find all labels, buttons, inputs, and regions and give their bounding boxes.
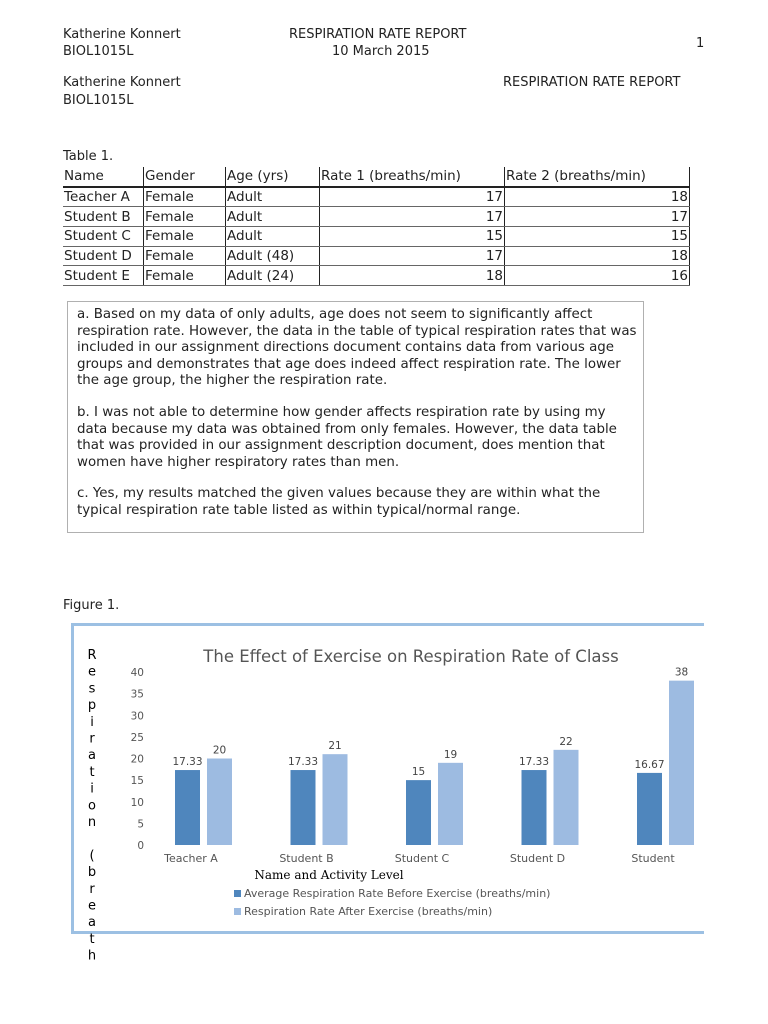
x-tick-label: Student D [509, 852, 566, 865]
table-cell: Student B [63, 207, 144, 227]
data-label: 17.33 [518, 756, 550, 769]
answer-c: c. Yes, my results matched the given values because they are within what the typical respiration rate table listed as within typical/normal range. [77, 486, 601, 518]
table-header-row [63, 167, 690, 187]
legend-swatch [234, 890, 241, 897]
data-label: 16.67 [634, 758, 665, 771]
table-cell: Adult (24) [226, 266, 320, 286]
bar-before [291, 770, 316, 845]
table-cell: Adult (48) [226, 246, 320, 266]
y-tick-label: 30 [130, 710, 144, 723]
data-label: 21 [328, 740, 342, 753]
data-label: 19 [443, 748, 458, 761]
data-label: 17.33 [172, 756, 203, 769]
x-tick-label: Student [631, 852, 675, 865]
table-cell: Student D [63, 246, 144, 266]
table-cell: 18 [320, 266, 505, 286]
data-label: 15 [411, 766, 426, 779]
y-axis-title-letter: b [87, 865, 97, 881]
y-tick-label: 15 [130, 775, 144, 788]
table-cell: 17 [505, 207, 690, 227]
subheader-title: RESPIRATION RATE REPORT [503, 75, 681, 90]
table-row [63, 227, 690, 247]
table-cell: 17 [320, 246, 505, 266]
table-cell: Student C [63, 227, 144, 247]
header-author: Katherine Konnert [63, 27, 181, 42]
y-axis-title-letter: r [89, 881, 95, 897]
bar-after [207, 759, 232, 846]
subheader-author: Katherine Konnert [63, 75, 181, 90]
column-header: Name [63, 167, 144, 187]
legend-label: Respiration Rate After Exercise (breaths/min) [244, 905, 493, 918]
bar-chart [74, 626, 704, 964]
table-cell: Female [144, 187, 226, 207]
y-axis-title-letter: p [87, 698, 97, 714]
bar-before [406, 780, 431, 845]
legend-label: Average Respiration Rate Before Exercise (breaths/min) [244, 887, 551, 900]
data-label: 38 [674, 666, 689, 679]
x-axis-title: Name and Activity Level [254, 868, 404, 882]
column-header: Gender [144, 167, 226, 187]
y-axis-title-letter: r [89, 731, 95, 747]
table-cell: Adult [226, 187, 320, 207]
figure-caption: Figure 1. [63, 598, 120, 613]
table-cell: Adult [226, 227, 320, 247]
y-axis-title-letter: ( [89, 848, 95, 864]
y-axis-title-letter: e [88, 898, 96, 914]
table-cell: Female [144, 207, 226, 227]
page-number: 1 [696, 36, 705, 51]
y-axis-title-letter: R [87, 648, 97, 663]
y-axis-title-letter: n [87, 815, 97, 830]
answer-b: b. I was not able to determine how gender affects respiration rate by using my data because my data was obtained from only females. However, the data table that was provided in our assignment description document, does mention that women have higher respiratory rates than men. [77, 404, 617, 470]
respiration-table [63, 167, 690, 286]
y-tick-label: 35 [130, 688, 144, 701]
bar-before [637, 773, 662, 845]
bar-after [323, 754, 348, 845]
y-tick-label: 25 [130, 731, 144, 744]
header-date: 10 March 2015 [332, 44, 430, 59]
table-cell: Adult [226, 207, 320, 227]
bar-before [175, 770, 200, 845]
table-cell: 18 [505, 187, 690, 207]
y-tick-label: 20 [130, 753, 144, 766]
table-cell: 15 [320, 227, 505, 247]
y-axis-title-letter: a [88, 915, 96, 931]
subheader-course: BIOL1015L [63, 93, 134, 108]
table-cell: Female [144, 227, 226, 247]
header-title: RESPIRATION RATE REPORT [289, 27, 467, 42]
x-tick-label: Student B [279, 852, 334, 865]
bar-after [669, 681, 694, 845]
bar-before [522, 770, 547, 845]
y-axis-title-letter: t [89, 764, 95, 780]
table-cell: Female [144, 246, 226, 266]
column-header: Rate 2 (breaths/min) [505, 167, 690, 187]
y-tick-label: 40 [130, 667, 144, 679]
table-cell: 18 [505, 246, 690, 266]
table-cell: 16 [505, 266, 690, 286]
table-cell: Teacher A [63, 187, 144, 207]
y-axis-title-letter: h [87, 948, 97, 964]
y-axis-title-letter: s [88, 681, 96, 697]
table-cell: 15 [505, 227, 690, 247]
table-cell: Female [144, 266, 226, 286]
table-row [63, 207, 690, 227]
table-caption: Table 1. [63, 149, 114, 164]
answers-textbox [67, 301, 644, 533]
table-row [63, 266, 690, 286]
y-axis-title-letter: a [88, 748, 96, 764]
header-course: BIOL1015L [63, 44, 134, 59]
table-row [63, 187, 690, 207]
table-row [63, 246, 690, 266]
bar-after [554, 750, 579, 845]
y-axis-title-letter: i [90, 781, 94, 797]
answer-a: a. Based on my data of only adults, age does not seem to significantly affect respiration rate. However, the data in the table of typical respiration rates that was included in our assignment directions document contains data from various age groups and demonstrates that age does indeed affect respiration rate. The lower the age group, the higher the respiration rate. [77, 307, 637, 389]
legend-swatch [234, 908, 241, 915]
y-tick-label: 10 [130, 796, 144, 809]
table-cell: Student E [63, 266, 144, 286]
column-header: Rate 1 (breaths/min) [320, 167, 505, 187]
data-label: 17.33 [287, 756, 319, 769]
y-tick-label: 5 [137, 818, 144, 831]
table-cell: 17 [320, 187, 505, 207]
table-cell: 17 [320, 207, 505, 227]
y-axis-title-letter: i [90, 714, 94, 730]
x-tick-label: Student C [394, 852, 450, 865]
x-tick-label: Teacher A [164, 852, 218, 865]
column-header: Age (yrs) [226, 167, 320, 187]
y-axis-title-letter: e [88, 664, 96, 680]
chart-container [71, 623, 704, 964]
y-tick-label: 0 [137, 840, 144, 852]
y-axis-title-letter: o [88, 798, 96, 814]
data-label: 22 [559, 735, 573, 748]
data-label: 20 [212, 744, 227, 757]
bar-after [438, 763, 463, 845]
y-axis-title-letter: t [89, 931, 95, 947]
chart-title: The Effect of Exercise on Respiration Rate of Class [203, 647, 619, 666]
